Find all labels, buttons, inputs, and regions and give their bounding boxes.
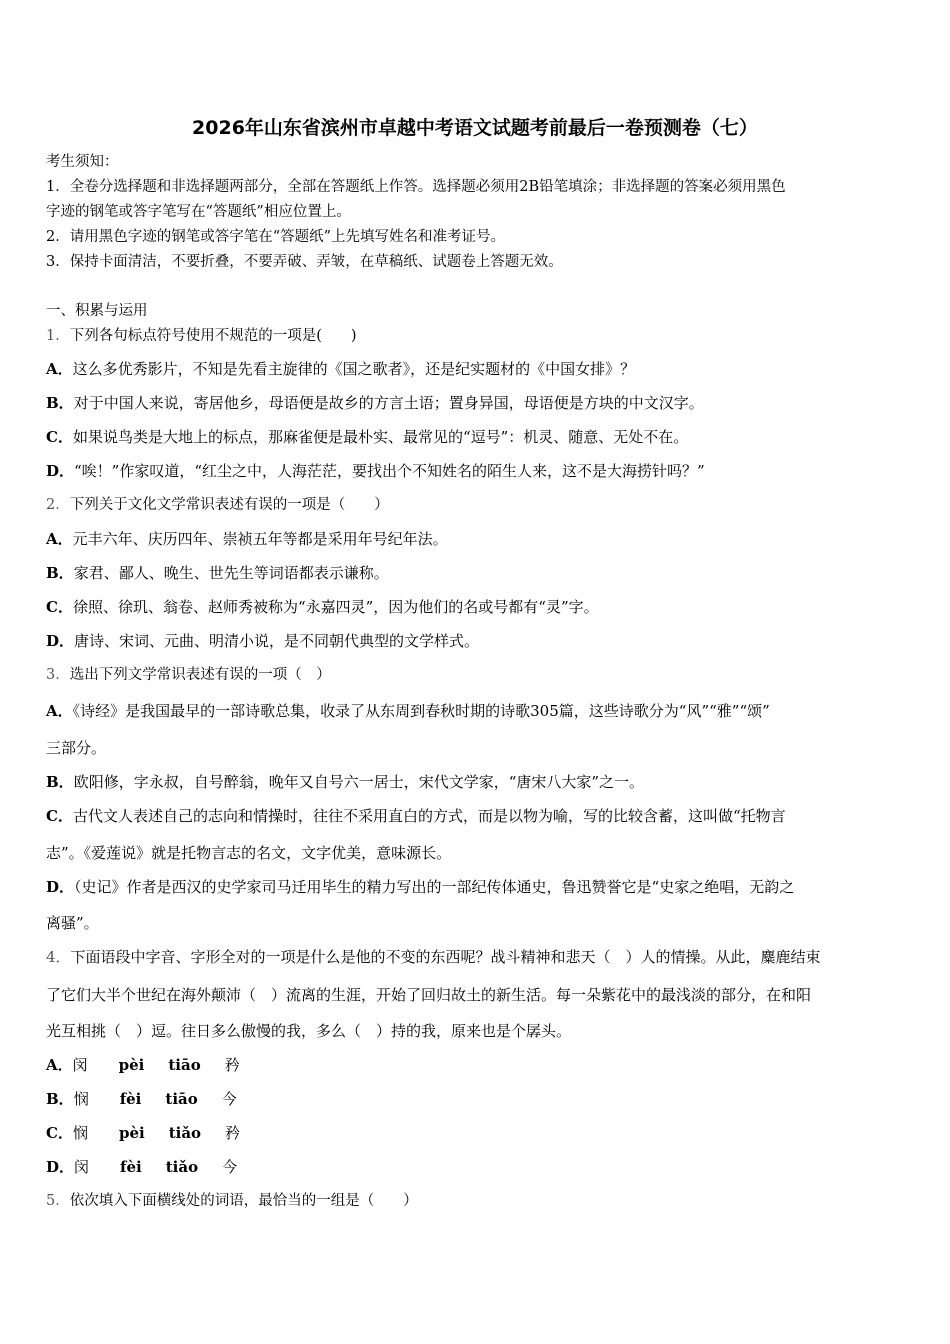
question-1-option-d: D．“唉！”作家叹道，“红尘之中，人海茫茫，要找出个不知姓名的陌生人来，这不是大海捞针吗？” [46, 462, 705, 480]
option-label: D． [46, 1158, 75, 1176]
question-3-option-d-continued: 离骚”。 [46, 914, 99, 932]
option-label: A． [46, 1056, 73, 1074]
notice-line: 1．全卷分选择题和非选择题两部分，全部在答题纸上作答。选择题必须用2B铅笔填涂；非选择题的答案必须用黑色 [46, 179, 786, 195]
question-number: 3． [46, 667, 70, 683]
question-4-option-c: C．悯 pèi tiǎo 矜 [46, 1124, 241, 1142]
option-label: A． [46, 530, 73, 548]
option-label: A． [46, 702, 73, 720]
question-number: 1． [46, 328, 70, 344]
option-label: D． [46, 632, 75, 650]
question-4-stem-line: 光互相挑（ ）逗。往日多么傲慢的我，多么（ ）持的我，原来也是个孱头。 [46, 1022, 572, 1040]
question-4-option-a: A．闵 pèi tiāo 矜 [46, 1056, 240, 1074]
question-1-option-a: A．这么多优秀影片，不知是先看主旋律的《国之歌者》，还是纪实题材的《中国女排》？ [46, 360, 636, 378]
question-3-option-b: B．欧阳修，字永叔，自号醉翁，晚年又自号六一居士，宋代文学家，“唐宋八大家”之一。 [46, 773, 645, 791]
question-2-option-d: D．唐诗、宋词、元曲、明清小说，是不同朝代典型的文学样式。 [46, 632, 480, 650]
question-3-option-c: C．古代文人表述自己的志向和情操时，往往不采用直白的方式，而是以物为喻，写的比较含蓄，这叫做“托物言 [46, 807, 786, 825]
question-number: 5． [46, 1193, 70, 1209]
notice-line: 3．保持卡面清洁，不要折叠，不要弄破、弄皱，在草稿纸、试题卷上答题无效。 [46, 254, 563, 270]
question-2-stem: 2．下列关于文化文学常识表述有误的一项是（ ） [46, 497, 389, 513]
page-title: 2026年山东省滨州市卓越中考语文试题考前最后一卷预测卷（七） [192, 117, 758, 139]
notice-heading: 考生须知： [46, 154, 119, 170]
question-3-option-c-continued: 志”。《爱莲说》就是托物言志的名文，文字优美，意味源长。 [46, 844, 452, 862]
question-3-option-a: A．《诗经》是我国最早的一部诗歌总集，收录了从东周到春秋时期的诗歌305篇，这些诗歌分为“风”“雅”“颂” [46, 702, 770, 720]
question-1-option-b: B．对于中国人来说，寄居他乡，母语便是故乡的方言土语；置身异国，母语便是方块的中文汉字。 [46, 394, 704, 412]
question-3-option-d: D．（史记》作者是西汉的史学家司马迁用毕生的精力写出的一部纪传体通史，鲁迅赞誉它是“史家之绝唱，无韵之 [46, 878, 795, 896]
question-4-option-d: D．闵 fèi tiǎo 今 [46, 1158, 238, 1176]
option-label: B． [46, 1090, 74, 1108]
question-4-option-b: B．悯 fèi tiāo 今 [46, 1090, 237, 1108]
question-2-option-b: B．家君、鄙人、晚生、世先生等词语都表示谦称。 [46, 564, 389, 582]
option-label: D． [46, 878, 75, 896]
question-number: 2． [46, 497, 70, 513]
question-3-option-a-continued: 三部分。 [46, 739, 107, 757]
notice-line: 2．请用黑色字迹的钢笔或答字笔在“答题纸”上先填写姓名和准考证号。 [46, 229, 506, 245]
notice-line: 字迹的钢笔或答字笔写在“答题纸”相应位置上。 [46, 204, 351, 220]
option-label: C． [46, 598, 73, 616]
question-2-option-c: C．徐照、徐玑、翁卷、赵师秀被称为“永嘉四灵”，因为他们的名或号都有“灵”字。 [46, 598, 599, 616]
question-5-stem: 5．依次填入下面横线处的词语，最恰当的一组是（ ） [46, 1193, 418, 1209]
question-number: 4． [46, 948, 71, 966]
option-label: B． [46, 394, 74, 412]
option-label: C． [46, 807, 73, 825]
question-4-stem-line: 了它们大半个世纪在海外颠沛（ ）流离的生涯，开始了回归故土的新生活。每一朵紫花中的最浅淡的部分，在和阳 [46, 986, 812, 1004]
question-1-stem: 1．下列各句标点符号使用不规范的一项是( ) [46, 328, 357, 344]
option-label: D． [46, 462, 75, 480]
question-2-option-a: A．元丰六年、庆历四年、崇祯五年等都是采用年号纪年法。 [46, 530, 448, 548]
section-heading: 一、积累与运用 [46, 303, 148, 319]
question-3-stem: 3．选出下列文学常识表述有误的一项（ ） [46, 667, 331, 683]
question-1-option-c: C．如果说鸟类是大地上的标点，那麻雀便是最朴实、最常见的“逗号”：机灵、随意、无处不在。 [46, 428, 689, 446]
option-label: C． [46, 1124, 73, 1142]
option-label: B． [46, 564, 74, 582]
option-label: B． [46, 773, 74, 791]
question-4-stem: 4．下面语段中字音、字形全对的一项是什么是他的不变的东西呢？战斗精神和悲天（ ）人的情操。从此，麋鹿结束 [46, 948, 821, 966]
option-label: A． [46, 360, 73, 378]
option-label: C． [46, 428, 73, 446]
